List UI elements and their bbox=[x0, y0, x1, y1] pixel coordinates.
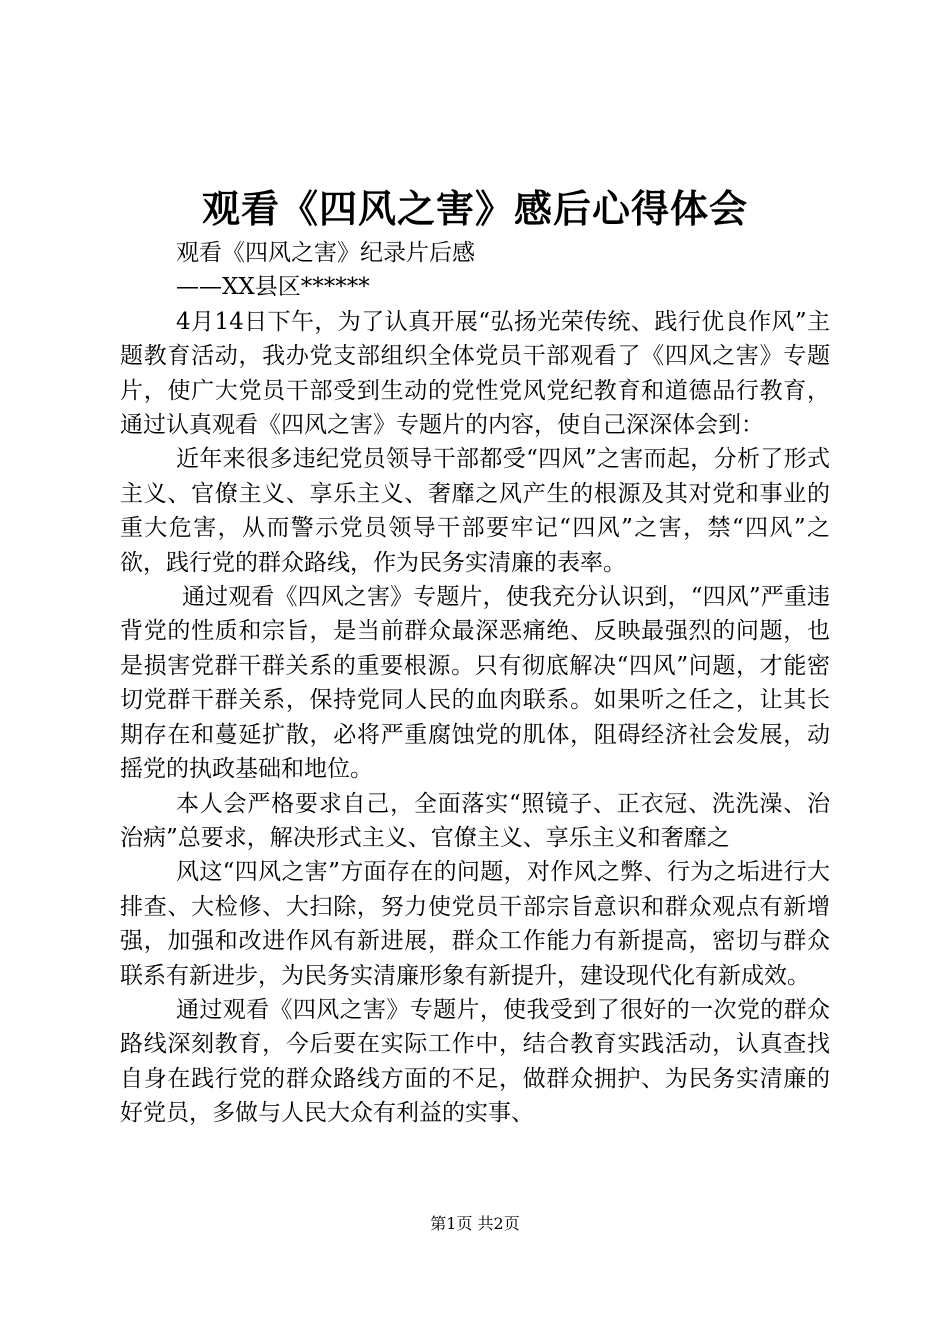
body-paragraph-4: 本人会严格要求自己，全面落实“照镜子、正衣冠、洗洗澡、治治病”总要求，解决形式主义、官僚主义、享乐主义和奢靡之 bbox=[120, 790, 830, 851]
document-title: 观看《四风之害》感后心得体会 bbox=[201, 186, 748, 231]
document-body bbox=[120, 236, 830, 1131]
body-paragraph-5: 风这“四风之害”方面存在的问题，对作风之弊、行为之垢进行大排查、大检修、大扫除，努力使党员干部宗旨意识和群众观点有新增强，加强和改进作风有新进展，群众工作能力有新提高，密切与群众联系有新进步，为民务实清廉形象有新提升，建设现代化有新成效。 bbox=[120, 859, 830, 989]
page-footer: 第1页 共2页 bbox=[430, 1214, 520, 1233]
body-paragraph-3: 通过观看《四风之害》专题片，使我充分认识到，“四风”严重违背党的性质和宗旨，是当前群众最深恶痛绝、反映最强烈的问题，也是损害党群干群关系的重要根源。只有彻底解决“四风”问题，才能密切党群干群关系，保持党同人民的血肉联系。如果听之任之，让其长期存在和蔓延扩散，必将严重腐蚀党的肌体，阻碍经济社会发展，动摇党的执政基础和地位。 bbox=[120, 584, 830, 783]
body-paragraph-2: 近年来很多违纪党员领导干部都受“四风”之害而起，分析了形式主义、官僚主义、享乐主义、奢靡之风产生的根源及其对党和事业的重大危害，从而警示党员领导干部要牢记“四风”之害，禁“四风”之欲，践行党的群众路线，作为民务实清廉的表率。 bbox=[120, 446, 830, 576]
document-subtitle: 观看《四风之害》纪录片后感 bbox=[176, 240, 475, 266]
author-line: ——XX县区****** bbox=[176, 274, 370, 301]
body-paragraph-1: 4月14日下午，为了认真开展“弘扬光荣传统、践行优良作风”主题教育活动，我办党支部组织全体党员干部观看了《四风之害》专题片，使广大党员干部受到生动的党性党风党纪教育和道德品行教育，通过认真观看《四风之害》专题片的内容，使自己深深体会到： bbox=[120, 308, 830, 439]
body-paragraph-6: 通过观看《四风之害》专题片，使我受到了很好的一次党的群众路线深刻教育，今后要在实际工作中，结合教育实践活动，认真查找自身在践行党的群众路线方面的不足，做群众拥护、为民务实清廉的好党员，多做与人民大众有利益的实事、 bbox=[120, 996, 830, 1127]
